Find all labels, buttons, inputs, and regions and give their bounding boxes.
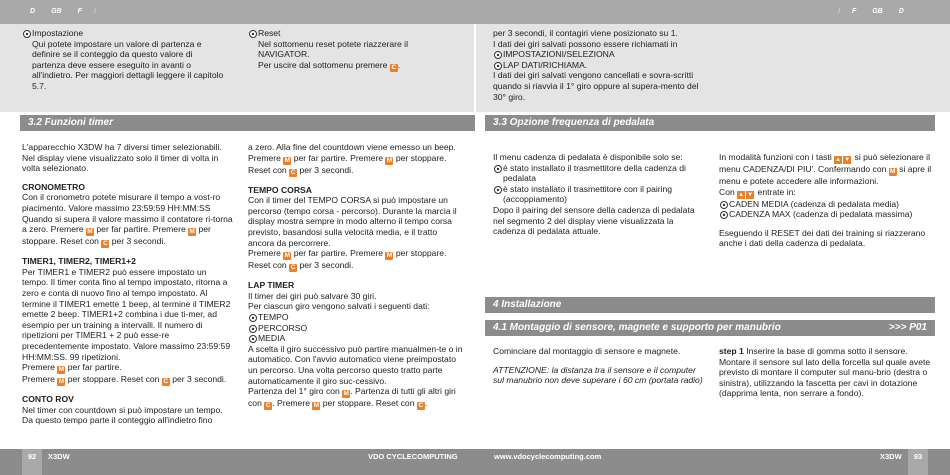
footer (0, 449, 950, 475)
m-button-icon: M (87, 228, 93, 236)
m-button-icon: M (284, 252, 291, 260)
c-button-icon: C (391, 63, 397, 71)
bullet-impostazione: Impostazione (22, 28, 227, 39)
m-button-icon: M (58, 378, 65, 386)
lang-gb: GB (51, 7, 62, 15)
timer-text: Per TIMER1 e TIMER2 può essere impostato un tempo. Il timer conta fino al tempo impostato, ritorna a zero e conta di nuovo fino al tempo impostato. Al termine il TIMER1 emette 1 beep, al termine il TIMER2 emette 2 beep. TIMER1+2 combina i due ti-mer, ad esempio per un training a intervalli. Il numero di ripetizioni per TIMER1 + 2 può esse-re precedentemente impostato. Valore massimo 23:59:59 HH:MM:SS. 99 ripetizioni. (22, 266, 231, 362)
c-button-icon: C (163, 378, 169, 386)
c-button-icon: C (265, 402, 271, 410)
m-button-icon: M (313, 402, 320, 410)
install-attention: ATTENZIONE: la distanza tra il sensore e il computer sul manubrio non deve superare i 60 cm (portata radio) (493, 364, 703, 386)
step-1-text: step 1 Inserire la base di gomma sotto il sensore. Montare il sensore sul lato della forcella sul quale avete previsto di montare il computer sul manu-brio (destra o sinistra), utilizzando la fascetta per cavi in dotazione (dapprima lenta, non serrare a fondo). (719, 346, 931, 399)
top-col-1 (22, 28, 227, 92)
footer-model-right: X3DW (880, 452, 902, 461)
bullet-tempo: TEMPO (248, 312, 463, 323)
bullet-impostazioni: IMPOSTAZIONI/SELEZIONA (493, 49, 703, 60)
impostazione-text: Qui potete impostare un valore di partenza e definire se il conteggio da questo valore di partenza deve essere eseguito in avanti o all'indietro. Per maggiori dettagli leggere il capitolo 5.7. (32, 38, 224, 91)
conto-title: CONTO ROV (22, 394, 74, 405)
top-bar (0, 0, 950, 24)
reset-exit: Per uscire dal sottomenu premere C . (258, 59, 401, 71)
install-col-3 (493, 346, 705, 386)
timer-press-1: Premere M per far partire. (22, 362, 122, 374)
m-button-icon: M (284, 156, 291, 164)
m-button-icon: M (58, 366, 65, 374)
lang-i-right: I (838, 7, 840, 15)
timer-title: TIMER1, TIMER2, TIMER1+2 (22, 256, 136, 267)
lang-gb-right: GB (872, 7, 883, 15)
lap-timer-title: LAP TIMER (248, 280, 295, 291)
crono-text: Con il cronometro potete misurare il tempo a vost-ro piacimento. Valore massimo 23:59:59 HH:MM:SS Quando si supera il valore massimo il contatore ri-torna a zero. Premere M per far partire. Premere M per stoppare. Reset con C per 3 secondi. (22, 192, 233, 248)
lang-f: F (77, 7, 82, 15)
c-button-icon: C (290, 264, 296, 272)
bullet-cadenza-max: CADENZA MAX (cadenza di pedalata massima) (719, 209, 934, 220)
bullet-percorso: PERCORSO (248, 323, 463, 334)
tempo-corsa-text: Con il timer del TEMPO CORSA si può impostare un percorso (tempo corsa - percorso). Durante la marcia il display mostra sempre in modo alterno il tempo corsa previsto, basandosi sulla velocità media, e il tratto ancora da percorrere. (248, 195, 457, 248)
c-button-icon: C (290, 168, 296, 176)
cadence-col-4 (719, 152, 934, 249)
install-intro: Cominciare dal montaggio di sensore e magnete. (493, 346, 681, 356)
section-4-header: 4 Installazione (485, 297, 935, 313)
tempo-corsa-title: TEMPO CORSA (248, 184, 312, 195)
laps-text-3: I dati dei giri salvati vengono cancellati e sovra-scritti quando si riavvia il 1° giro oppure al supera-mento del 30° giro. (493, 70, 699, 102)
up-arrow-icon: ▲ (835, 157, 842, 163)
laps-text-2: I dati dei giri salvati possono essere richiamati in (493, 38, 678, 49)
install-col-4 (719, 346, 934, 399)
m-button-icon: M (189, 228, 195, 236)
down-arrow-icon: ▼ (844, 157, 851, 163)
lang-d-right: D (898, 7, 904, 15)
top-langs-right (834, 0, 912, 24)
lang-i: I (93, 7, 96, 15)
footer-brand: VDO CYCLECOMPUTING (368, 452, 458, 461)
top-col-3 (493, 28, 703, 102)
section-4-1-header (485, 320, 935, 336)
bullet-cadence-sensor: è stato installato il trasmettitore della cadenza di pedalata (493, 163, 705, 184)
countdown-press: Premere M per far partire. Premere M per stoppare. (248, 152, 447, 164)
section-4-1-title: 4.1 Montaggio di sensore, magnete e supporto per manubrio (493, 322, 781, 333)
lang-d: D (30, 7, 36, 15)
cadence-reset-text: Eseguendo il RESET dei dati dei training si riazzerano anche i dati della cadenza di pedalata. (719, 227, 926, 249)
cadence-intro: Il menu cadenza di pedalata è disponibile solo se: (493, 152, 683, 162)
down-arrow-icon: ▼ (747, 191, 754, 198)
footer-url: www.vdocyclecomputing.com (494, 452, 602, 461)
timer-intro: L'apparecchio X3DW ha 7 diversi timer selezionabili. Nel display viene visualizzato solo il timer di volta in volta selezionato. (22, 142, 222, 174)
crono-title: CRONOMETRO (22, 181, 86, 192)
cadence-enter-text: Con ▲ ▼ entrate in: (719, 186, 796, 198)
cadence-menu-text: In modalità funzioni con i tasti ▲ ▼ si può selezionare il menu CADENZA/DI PIU'. Confermando con M si apre il menu e potete accedere alle informazioni. (719, 152, 932, 186)
lang-f-right: F (851, 7, 857, 15)
lap-press: Partenza del 1° giro con M. Partenza di tutti gli altri giri con C . Premere M per stoppare. Reset con C . (248, 386, 456, 410)
bullet-cadence-pairing: è stato installato il trasmettitore con il pairing (accoppiamento) (493, 184, 705, 205)
m-button-icon: M (343, 390, 349, 398)
bullet-caden-media: CADEN MEDIA (cadenza di pedalata media) (719, 199, 934, 210)
timer-press-2: Premere M per stoppare. Reset con C per 3 secondi. (22, 374, 227, 386)
lap-text-1: Il timer dei giri può salvare 30 giri. (248, 290, 377, 301)
countdown-end: a zero. Alla fine del countdown viene emesso un beep. (248, 142, 456, 152)
timer-col-1 (22, 142, 234, 426)
c-button-icon: C (102, 240, 108, 248)
page-number-right: 93 (908, 449, 928, 475)
m-button-icon: M (386, 156, 393, 164)
up-arrow-icon: ▲ (738, 191, 745, 198)
timer-col-2 (248, 142, 463, 410)
reset-text: Nel sottomenu reset potete riazzerare il NAVIGATOR. (258, 38, 408, 60)
m-button-icon: M (890, 168, 896, 175)
m-button-icon: M (386, 252, 393, 260)
laps-text-1: per 3 secondi, il contagiri viene posizionato su 1. (493, 28, 678, 38)
top-col-2 (248, 28, 458, 72)
step-1-label: step 1 (719, 346, 744, 356)
footer-model-left: X3DW (48, 452, 70, 461)
bullet-reset: Reset (248, 28, 458, 39)
lap-text-3: A scelta il giro successivo può partire manualmen-te o in automatico. Con l'avvio automatico viene preimpostato un percorso. Una volta percorso questo tratto parte automaticamente il giro suc-cessivo. (248, 343, 463, 386)
top-band-divider (474, 24, 476, 112)
tempo-corsa-reset: Reset con C per 3 secondi. (248, 260, 354, 272)
cadence-col-3 (493, 152, 705, 237)
countdown-reset: Reset con C per 3 secondi. (248, 164, 354, 176)
conto-text: Nel timer con countdown si può impostare un tempo. Da questo tempo parte il conteggio all'indietro fino (22, 404, 223, 426)
bullet-media: MEDIA (248, 333, 463, 344)
cadence-after-pairing: Dopo il pairing del sensore della cadenza di pedalata nel segmento 2 del display viene visualizzata la cadenza di pedalata attuale. (493, 204, 695, 237)
lap-text-2: Per ciascun giro vengono salvati i seguenti dati: (248, 301, 430, 312)
c-button-icon: C (418, 402, 424, 410)
section-3-3-header: 3.3 Opzione frequenza di pedalata (485, 115, 935, 131)
section-3-2-header: 3.2 Funzioni timer (20, 115, 475, 131)
bullet-lap-dati: LAP DATI/RICHIAMA. (493, 60, 703, 71)
page-number-left: 92 (22, 449, 42, 475)
top-langs-left (22, 0, 100, 24)
section-4-1-ref: >>> P01 (888, 322, 927, 333)
tempo-corsa-press: Premere M per far partire. Premere M per stoppare. (248, 248, 447, 260)
